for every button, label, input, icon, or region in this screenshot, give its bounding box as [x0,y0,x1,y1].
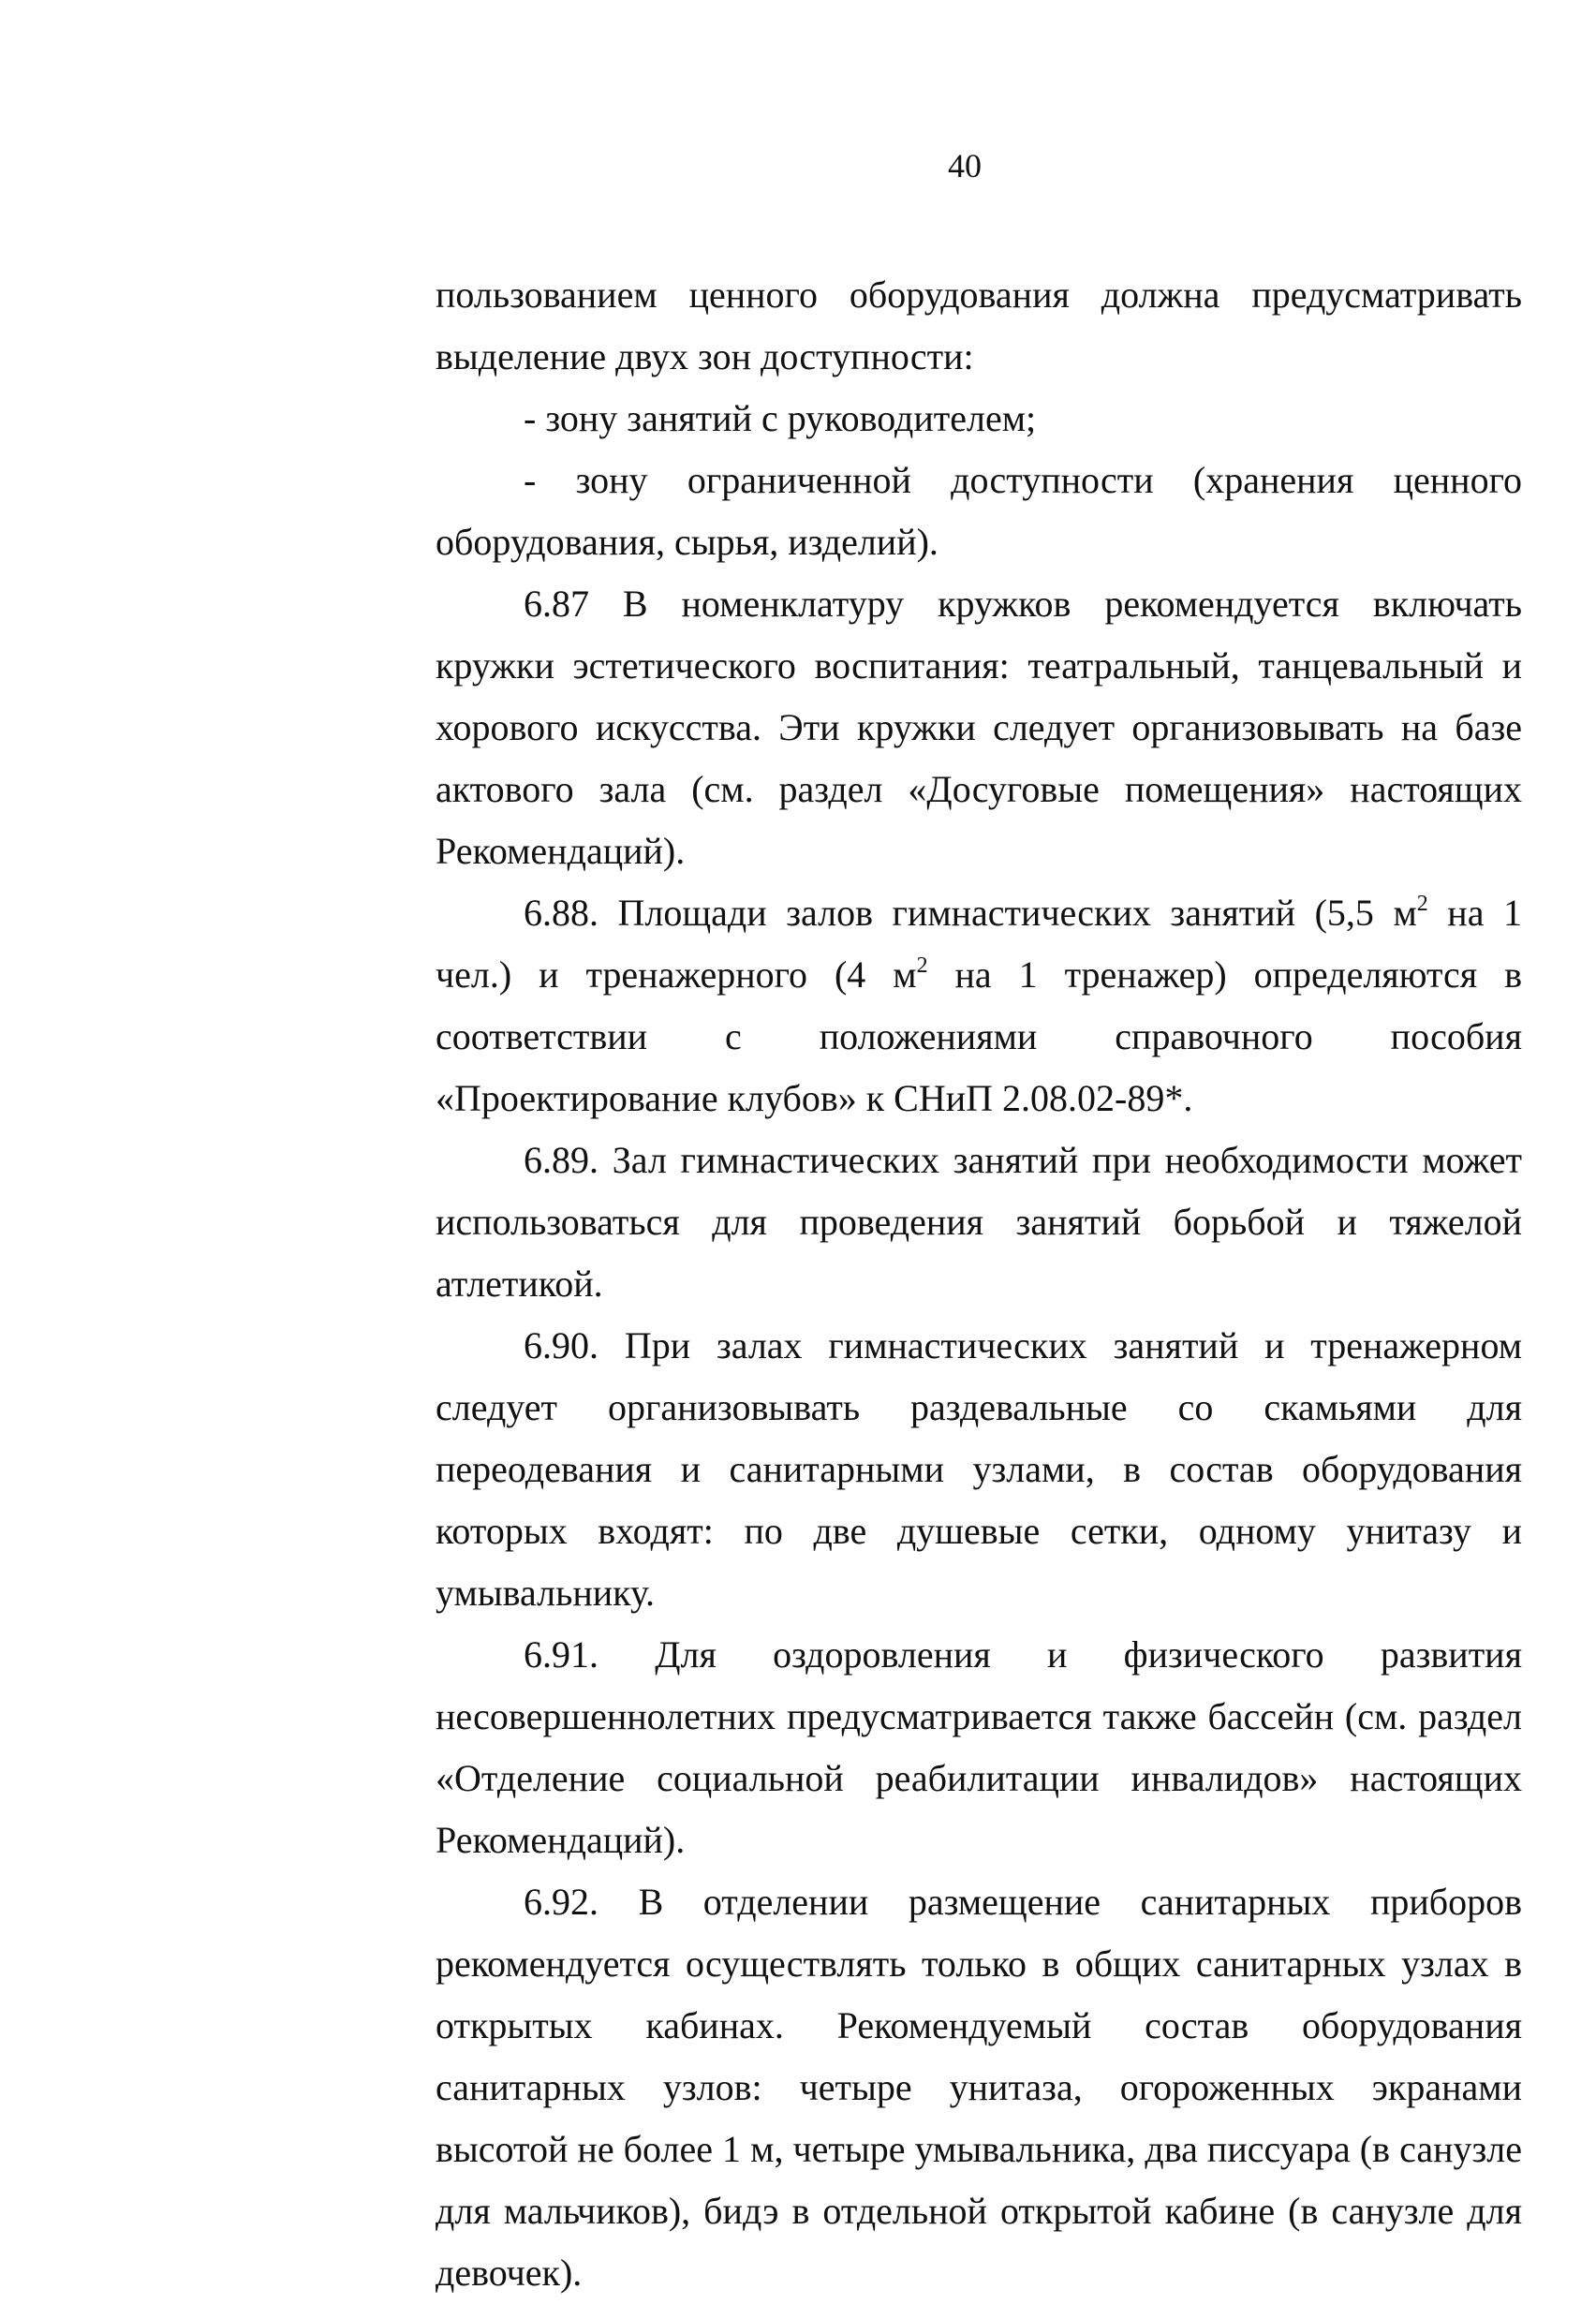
paragraph-6-88-part-a: 6.88. Площади залов гимнастических занятий (5,5 м [524,892,1417,934]
superscript-2: 2 [916,953,928,978]
paragraph-continuation: пользованием ценного оборудования должна предусматривать выделение двух зон доступности: [436,273,1522,377]
document-body [436,264,1522,2304]
paragraph-6-87: 6.87 В номенклатуру кружков рекомендуется включать кружки эстетического воспитания: театральный, танцевальный и хорового искусства. Эти кружки следует организовывать на базе актового зала (см. раздел «Досуговые помещения» настоящих Рекомендаций). [436,583,1522,872]
list-item-zone-restricted: - зону ограниченной доступности (хранения ценного оборудования, сырья, изделий). [436,459,1522,563]
superscript-2: 2 [1416,891,1428,916]
page-number: 40 [948,147,982,185]
list-item-zone-lessons: - зону занятий с руководителем; [524,397,1037,439]
paragraph-6-90: 6.90. При залах гимнастических занятий и тренажерном следует организовывать раздевальные со скамьями для переодевания и санитарными узлами, в состав оборудования которых входят: по две душевые сетки, одному унитазу и умывальнику. [436,1324,1522,1614]
paragraph-6-88-part-c: на 1 тренажер) определяются в соответствии с положениями справочного пособия «Проектирование клубов» к СНиП 2.08.02-89*. [436,953,1522,1119]
paragraph-6-91: 6.91. Для оздоровления и физического развития несовершеннолетних предусматривается также бассейн (см. раздел «Отделение социальной реабилитации инвалидов» настоящих Рекомендаций). [436,1633,1522,1861]
paragraph-6-92: 6.92. В отделении размещение санитарных приборов рекомендуется осуществлять только в общих санитарных узлах в открытых кабинах. Рекомендуемый состав оборудования санитарных узлов: четыре унитаза, огороженных экранами высотой не более 1 м, четыре умывальника, два писсуара (в санузле для мальчиков), бидэ в отдельной открытой кабине (в санузле для девочек). [436,1881,1522,2294]
paragraph-6-89: 6.89. Зал гимнастических занятий при необходимости может использоваться для проведения занятий борьбой и тяжелой атлетикой. [436,1139,1522,1305]
paragraph-6-88-part-b: на 1 чел.) и тренажерного (4 м [436,892,1522,996]
paragraph-6-88 [436,882,1522,1130]
